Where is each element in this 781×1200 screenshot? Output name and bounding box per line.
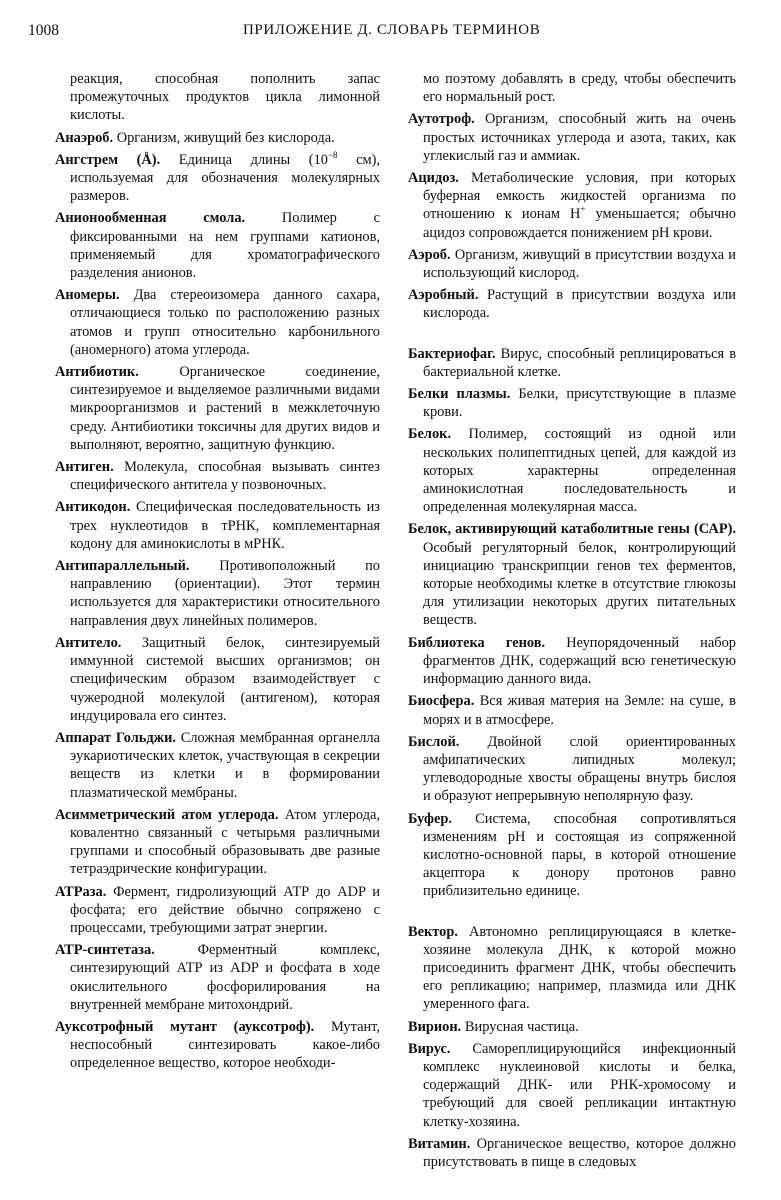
glossary-term: Ангстрем (Å). (55, 151, 161, 168)
glossary-term: Асимметрический атом углерода. (55, 806, 279, 823)
section-gap (408, 327, 736, 345)
glossary-entry: Белки плазмы. Белки, присутствующие в плазме крови. (408, 386, 736, 421)
glossary-term: Вирион. (408, 1018, 462, 1035)
glossary-term: Белок. (408, 426, 452, 443)
page-header (28, 22, 753, 44)
glossary-term: Анаэроб. (55, 129, 114, 146)
glossary-term: Ауксотрофный мутант (ауксотроф). (55, 1018, 315, 1035)
glossary-entry: Аутотроф. Организм, способный жить на очень простых источниках углерода и азота, таких, как углекислый газ и аммиак. (408, 111, 736, 164)
glossary-entry: Белок. Полимер, состоящий из одной или нескольких полипептидных цепей, для каждой из которых характерны определенная аминокислотная последовательность и определенная молекулярная масса. (408, 426, 736, 516)
glossary-term: Антиген. (55, 459, 114, 476)
glossary-term: Буфер. (408, 810, 452, 827)
page-number: 1008 (28, 22, 59, 39)
glossary-entry: Аномеры. Два стереоизомера данного сахара, отличающиеся только по расположению разных атомов и групп относительно карбонильного (аномерного) атома углерода. (55, 287, 380, 358)
glossary-term: Аппарат Гольджи. (55, 729, 177, 746)
section-gap (408, 905, 736, 923)
glossary-entry: Ауксотрофный мутант (ауксотроф). Мутант, неспособный синтезировать какое-либо определенное вещество, которое необходи- (55, 1018, 380, 1072)
glossary-term: Бактериофаг. (408, 345, 496, 362)
glossary-entry: Аппарат Гольджи. Сложная мембранная органелла эукариотических клеток, участвующая в секреции веществ из клетки и в формировании плазматической мембраны. (55, 729, 380, 801)
glossary-entry: Бислой. Двойной слой ориентированных амфипатических липидных молекул; углеводородные хвосты обращены внутрь бислоя и образуют непрерывную неполярную фазу. (408, 733, 736, 805)
glossary-entry: Витамин. Органическое вещество, которое должно присутствовать в пище в следовых (408, 1135, 736, 1170)
glossary-term: Антипараллельный. (55, 558, 190, 575)
glossary-entry: Вирус. Самореплицирующийся инфекционный комплекс нуклеиновой кислоты и белка, содержащий ДНК- или РНК-хромосому и требующий для своей репликации интактную клетку-хозяина. (408, 1040, 736, 1130)
glossary-term: Вектор. (408, 923, 458, 940)
glossary-entry: Антибиотик. Органическое соединение, синтезируемое и выделяемое различными видами микроорганизмов и растений в межклеточную среду. Антибиотики токсичны для других видов и выполняют, вероятно, защитную функцию. (55, 364, 380, 453)
glossary-term: Аэроб. (408, 246, 451, 263)
glossary-entry: Аэробный. Растущий в присутствии воздуха или кислорода. (408, 287, 736, 322)
glossary-entry: АТР-синтетаза. Ферментный комплекс, синтезирующий АТР из ADP и фосфата в ходе окислительного фосфорилирования на внутренней мембране митохондрий. (55, 942, 380, 1013)
glossary-term: Антикодон. (55, 499, 131, 516)
right-column (408, 70, 736, 1175)
glossary-term: Белки плазмы. (408, 386, 511, 403)
glossary-entry: мо поэтому добавлять в среду, чтобы обеспечить его нормальный рост. (423, 71, 736, 106)
glossary-entry: Ацидоз. Метаболические условия, при которых буферная емкость жидкостей организма по отношению к ионам H+ уменьшается; обычно ацидоз сопровождается понижением pH крови. (408, 170, 736, 241)
glossary-entry: реакция, способная пополнить запас промежуточных продуктов цикла лимонной кислоты. (70, 71, 380, 124)
glossary-term: Бислой. (408, 733, 460, 750)
glossary-entry: Антитело. Защитный белок, синтезируемый иммунной системой высших организмов; он специфическим образом взаимодействует с чужеродной молекулой (антигеном), которая индуцировала его синтез. (55, 634, 380, 724)
glossary-entry: Антиген. Молекула, способная вызывать синтез специфического антитела у позвоночных. (55, 459, 380, 494)
left-column (55, 70, 380, 1077)
glossary-term: АТРаза. (55, 883, 107, 900)
glossary-term: Вирус. (408, 1040, 451, 1057)
glossary-term: Аутотроф. (408, 111, 475, 128)
running-head: ПРИЛОЖЕНИЕ Д. СЛОВАРЬ ТЕРМИНОВ (243, 22, 541, 38)
glossary-term: Аэробный. (408, 287, 479, 304)
glossary-entry: Белок, активирующий катаболитные гены (САР). Особый регуляторный белок, контролирующий инициацию транскрипции генов тех ферментов, которые необходимы клетке в отсутствие глюкозы для утилизации некоторых других питательных веществ. (408, 521, 736, 629)
glossary-term: Биосфера. (408, 693, 475, 710)
glossary-entry: Вирион. Вирусная частица. (408, 1018, 579, 1035)
glossary-term: Библиотека генов. (408, 634, 546, 651)
glossary-entry: Асимметрический атом углерода. Атом углерода, ковалентно связанный с четырьмя различными группами и способный образовывать две разные тетраэдрические конфигурации. (55, 806, 380, 878)
glossary-entry: Библиотека генов. Неупорядоченный набор фрагментов ДНК, содержащий всю генетическую информацию данного вида. (408, 634, 736, 688)
glossary-term: Анионообменная смола. (55, 210, 246, 227)
glossary-entry: Анаэроб. Организм, живущий без кислорода. (55, 129, 335, 146)
glossary-entry: Бактериофаг. Вирус, способный реплицироваться в бактериальной клетке. (408, 345, 736, 380)
glossary-entry: Буфер. Система, способная сопротивляться изменениям pH и состоящая из сопряженной кислотно-основной пары, в которой отношение акцептора к донору протонов равно приблизительно единице. (408, 810, 736, 900)
glossary-term: Антибиотик. (55, 364, 139, 381)
glossary-term: Ацидоз. (408, 170, 459, 187)
glossary-term: Витамин. (408, 1135, 471, 1152)
glossary-entry: АТРаза. Фермент, гидролизующий АТР до ADP и фосфата; его действие обычно сопряжено с процессами, требующими затрат энергии. (55, 883, 380, 936)
glossary-entry: Антипараллельный. Противоположный по направлению (ориентации). Этот термин используется для характеристики относительного направления двух линейных полимеров. (55, 558, 380, 629)
glossary-term: Антитело. (55, 634, 122, 651)
glossary-term: АТР-синтетаза. (55, 942, 155, 959)
glossary-entry: Аэроб. Организм, живущий в присутствии воздуха и использующий кислород. (408, 246, 736, 282)
glossary-entry: Антикодон. Специфическая последовательность из трех нуклеотидов в тРНК, комплементарная кодону для аминокислоты в мРНК. (55, 499, 380, 552)
glossary-term: Белок, активирующий катаболитные гены (САР). (408, 521, 736, 538)
glossary-entry: Ангстрем (Å). Единица длины ($10^{-8}$ см), используемая для обозначения молекулярных размеров. (55, 150, 381, 205)
glossary-entry: Биосфера. Вся живая материя на Земле: на суше, в морях и в атмосфере. (408, 693, 736, 728)
glossary-term: Аномеры. (55, 287, 120, 304)
glossary-entry: Вектор. Автономно реплицирующаяся в клетке-хозяине молекула ДНК, к которой можно присоединить фрагмент ДНК, чтобы обеспечить его репликацию; например, плазмида или ДНК умеренного фага. (408, 923, 736, 1013)
glossary-entry: Анионообменная смола. Полимер с фиксированными на нем группами катионов, применяемый для хроматографического разделения анионов. (55, 210, 380, 282)
